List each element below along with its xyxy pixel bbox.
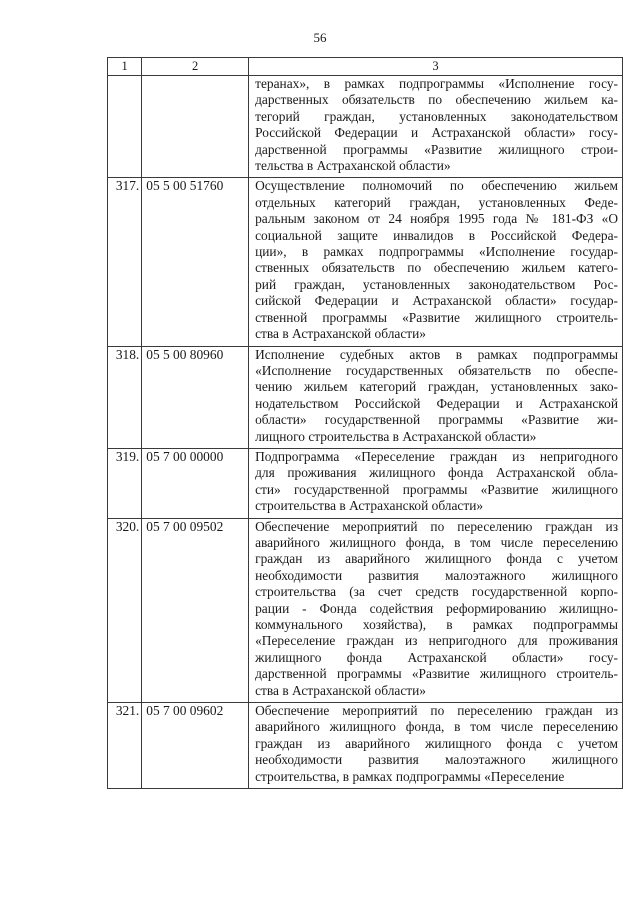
table-row xyxy=(108,346,623,448)
table-row xyxy=(108,518,623,702)
description-line: дарственной программы «Развитие жилищного строи- xyxy=(255,141,618,157)
table-row xyxy=(108,178,623,346)
description-line: коммунального хозяйства), в рамках подпрограммы xyxy=(255,617,618,632)
row-description xyxy=(249,518,623,702)
table-row xyxy=(108,76,623,178)
row-description xyxy=(249,703,623,789)
description-line: области» государственной программы «Развитие жи- xyxy=(255,412,618,428)
description-line: ства в Астраханской области» xyxy=(255,326,426,342)
row-number: 319. xyxy=(108,448,142,518)
classification-code: 05 7 00 00000 xyxy=(142,448,249,518)
description-line: рации - Фонда содействия реформированию жилищно- xyxy=(255,600,618,616)
description-line: Подпрограмма «Переселение граждан из непригодного xyxy=(255,448,618,464)
description-line: ственных обязательств по обеспечению жильем катего- xyxy=(255,260,618,276)
header-col-2: 2 xyxy=(142,58,249,76)
classification-code: 05 7 00 09502 xyxy=(142,518,249,702)
description-line: строительства (за счет средств государственной корпо- xyxy=(255,584,618,600)
description-line: Обеспечение мероприятий по переселению граждан из xyxy=(255,518,618,534)
row-number: 317. xyxy=(108,178,142,346)
description-line: для проживания жилищного фонда Астраханской обла- xyxy=(255,465,618,481)
description-line: Осуществление полномочий по обеспечению жильем xyxy=(255,178,618,194)
description-line: аварийного жилищного фонда, в том числе переселению xyxy=(255,719,618,735)
description-line: необходимости развития малоэтажного жилищного xyxy=(255,752,618,768)
description-line: чению жильем категорий граждан, установленных зако- xyxy=(255,379,618,395)
budget-classification-table xyxy=(107,57,623,789)
description-line: ральным законом от 24 ноября 1995 года № 181-ФЗ «О xyxy=(255,211,618,227)
description-line: аварийного жилищного фонда, в том числе переселению xyxy=(255,534,618,550)
classification-code xyxy=(142,76,249,178)
page-number: 56 xyxy=(313,30,327,45)
description-line: тельства в Астраханской области» xyxy=(255,158,451,174)
description-line: отдельных категорий граждан, установленных Феде- xyxy=(255,194,618,210)
row-number: 318. xyxy=(108,346,142,448)
description-line: граждан из аварийного жилищного фонда с учетом xyxy=(255,551,618,567)
description-line: теранах», в рамках подпрограммы «Исполнение госу- xyxy=(255,76,618,91)
description-line: строительства в Астраханской области» xyxy=(255,498,484,514)
description-line: тегорий граждан, установленных законодательством xyxy=(255,108,618,124)
description-line: дарственных обязательств по обеспечению жильем ка- xyxy=(255,92,618,108)
row-description xyxy=(249,448,623,518)
row-number: 321. xyxy=(108,703,142,789)
classification-code: 05 5 00 51760 xyxy=(142,178,249,346)
table-row xyxy=(108,448,623,518)
header-col-3: 3 xyxy=(249,58,623,76)
description-line: социальной защите инвалидов в Российской Федера- xyxy=(255,227,618,243)
description-line: лищного строительства в Астраханской области» xyxy=(255,428,537,444)
description-line: необходимости развития малоэтажного жилищного xyxy=(255,567,618,583)
description-line: «Переселение граждан из непригодного для проживания xyxy=(255,633,618,649)
row-number xyxy=(108,76,142,178)
description-line: жилищного фонда Астраханской области» госу- xyxy=(255,649,618,665)
description-line: сти» государственной программы «Развитие жилищного xyxy=(255,481,618,497)
table-row xyxy=(108,703,623,789)
description-line: сийской Федерации и Астраханской области» государ- xyxy=(255,293,618,309)
description-line: нодательством Российской Федерации и Астраханской xyxy=(255,395,618,411)
description-line: ции», в рамках подпрограммы «Исполнение государ- xyxy=(255,244,618,260)
description-line: рий граждан, установленных законодательством Рос- xyxy=(255,276,618,292)
classification-code: 05 7 00 09602 xyxy=(142,703,249,789)
description-line: Исполнение судебных актов в рамках подпрограммы xyxy=(255,346,618,362)
header-col-1: 1 xyxy=(108,58,142,76)
row-description xyxy=(249,346,623,448)
description-line: ства в Астраханской области» xyxy=(255,682,426,698)
row-description xyxy=(249,178,623,346)
table-header-row xyxy=(108,58,623,76)
row-description xyxy=(249,76,623,178)
description-line: ственной программы «Развитие жилищного строитель- xyxy=(255,309,618,325)
description-line: Обеспечение мероприятий по переселению граждан из xyxy=(255,703,618,719)
description-line: строительства, в рамках подпрограммы «Переселение xyxy=(255,768,565,784)
description-line: Российской Федерации и Астраханской области» госу- xyxy=(255,125,618,141)
row-number: 320. xyxy=(108,518,142,702)
description-line: граждан из аварийного жилищного фонда с учетом xyxy=(255,735,618,751)
classification-code: 05 5 00 80960 xyxy=(142,346,249,448)
description-line: дарственной программы «Развитие жилищного строитель- xyxy=(255,666,618,682)
description-line: «Исполнение государственных обязательств по обеспе- xyxy=(255,362,618,378)
